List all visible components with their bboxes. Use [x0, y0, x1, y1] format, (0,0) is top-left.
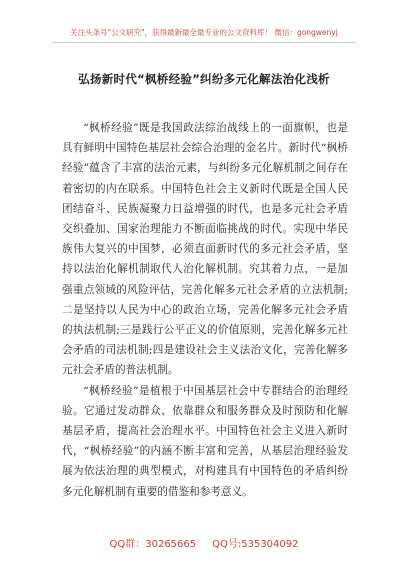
- body-paragraph-1: “枫桥经验”既是我国政法综治战线上的一面旗帜，也是具有鲜明中国特色基层社会综合治理的金名片。新时代“枫桥经验”蕴含了丰富的法治元素，与纠纷多元化解机制之间存在着密切的内在联系。中国特色社会主义新时代既是全国人民团结奋斗、民族凝聚力日益增强的时代，也是多元社会矛盾交织叠加、国家治理能力不断面临挑战的时代。实现中华民族伟大复兴的中国梦，必须直面新时代的多元社会矛盾，坚持以法治化解机制取代人治化解机制。究其着力点，一是加强重点领域的风险评估，完善化解多元社会矛盾的立法机制;二是坚持以人民为中心的政治立场，完善化解多元社会矛盾的执法机制;三是践行公平正义的价值原则，完善化解多元社会矛盾的司法机制;四是建设社会主义法治文化，完善化解多元社会矛盾的普法机制。: [62, 122, 348, 377]
- header-promo-note: 关注头条号"公文研究"，获得最新最全最专业的公文资料库！ 微信：gongwenyj: [70, 28, 338, 37]
- body-paragraph-2: “枫桥经验”是植根于中国基层社会中专群结合的治理经验。它通过发动群众、依靠群众和服务群众及时预防和化解基层矛盾，提高社会治理水平。中国特色社会主义进入新时代，“枫桥经验”的内涵不断丰富和完善，从基层治理经验发展为依法治理的典型模式，对构建具有中国特色的矛盾纠纷多元化解机制有重要的借鉴和参考意义。: [62, 384, 348, 498]
- footer-qq-group: QQ群：30265665: [109, 539, 197, 550]
- footer-qq-number: QQ号:535304092: [212, 539, 299, 550]
- footer-contact: [0, 535, 408, 550]
- document-body: [62, 118, 348, 502]
- document-title: 弘扬新时代“枫桥经验”纠纷多元化解法治化浅析: [78, 72, 330, 86]
- header-divider: [52, 42, 356, 43]
